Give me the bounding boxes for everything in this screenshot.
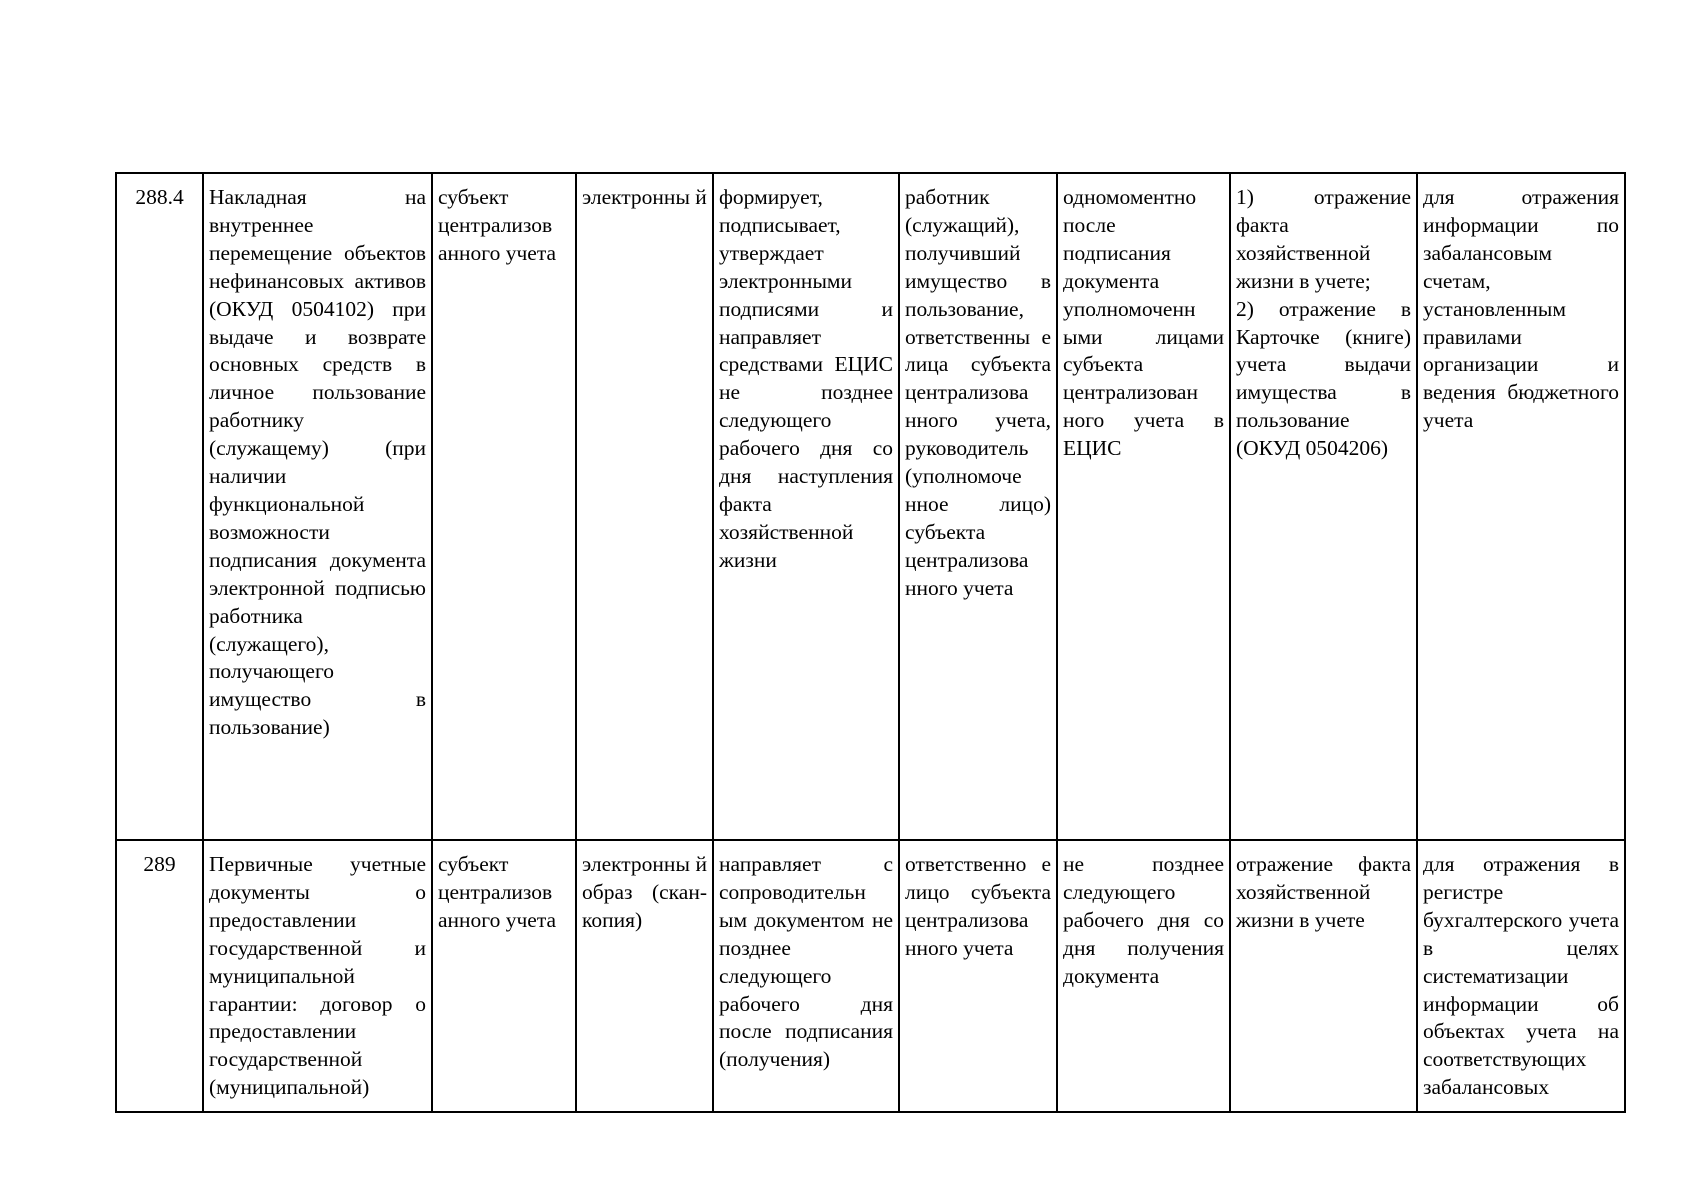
creator-cell [432,173,576,840]
deadline-cell [1057,840,1230,1112]
deadline-cell [1057,173,1230,840]
documents-table [115,172,1626,1113]
purpose-cell [1417,173,1625,840]
creator-cell [432,840,576,1112]
form-cell [576,173,713,840]
responsible-cell [899,173,1057,840]
reflection-cell [1230,173,1417,840]
table-row [116,840,1625,1112]
purpose-cell [1417,840,1625,1112]
deadline: одномоментно после подписания документа уполномоченн ыми лицами субъекта централизован ного учета в ЕЦИС [1063,185,1224,461]
document-name: Первичные учетные документы о предоставлении государственной и муниципальной гарантии: договор о предоставлении государственной (муниципальной) [209,852,426,1100]
responsible-cell [899,840,1057,1112]
document-name: Накладная на внутреннее перемещение объектов нефинансовых активов (ОКУД 0504102) при выдаче и возврате основных средств в личное пользование работнику (служащему) (при наличии функциональной возможности подписания документа электронной подписью работника (служащего), получающего имущество в пользование) [209,185,426,740]
document-cell [203,840,432,1112]
document-form: электронны й образ (скан- копия) [582,852,707,932]
document-form: электронны й [582,185,707,209]
responsible: ответственно е лицо субъекта централизова нного учета [905,852,1051,960]
action: формирует, подписывает, утверждает электронными подписями и направляет средствами ЕЦИС не позднее следующего рабочего дня со дня наступления факта хозяйственной жизни [719,185,893,572]
table-row [116,173,1625,840]
responsible: работник (служащий), получивший имущество в пользование, ответственны е лица субъекта централизова нного учета, руководитель (уполномоче нное лицо) субъекта централизова нного учета [905,185,1051,600]
document-cell [203,173,432,840]
action-cell [713,840,899,1112]
action-cell [713,173,899,840]
row-number-cell [116,840,203,1112]
reflection: 1) отражение факта хозяйственной жизни в учете; 2) отражение в Карточке (книге) учета выдачи имущества в пользование (ОКУД 0504206) [1236,185,1411,461]
purpose: для отражения в регистре бухгалтерского учета в целях систематизации информации об объектах учета на соответствующих забалансовых [1423,852,1619,1100]
row-number-cell [116,173,203,840]
reflection: отражение факта хозяйственной жизни в учете [1236,852,1411,932]
creator: субъект централизов анного учета [438,852,557,932]
action: направляет с сопроводительн ым документом не позднее следующего рабочего дня после подписания (получения) [719,852,893,1072]
deadline: не позднее следующего рабочего дня со дня получения документа [1063,852,1224,988]
row-number: 289 [143,852,176,876]
reflection-cell [1230,840,1417,1112]
form-cell [576,840,713,1112]
purpose: для отражения информации по забалансовым счетам, установленным правилами организации и ведения бюджетного учета [1423,185,1619,433]
creator: субъект централизов анного учета [438,185,557,265]
row-number: 288.4 [135,185,184,209]
